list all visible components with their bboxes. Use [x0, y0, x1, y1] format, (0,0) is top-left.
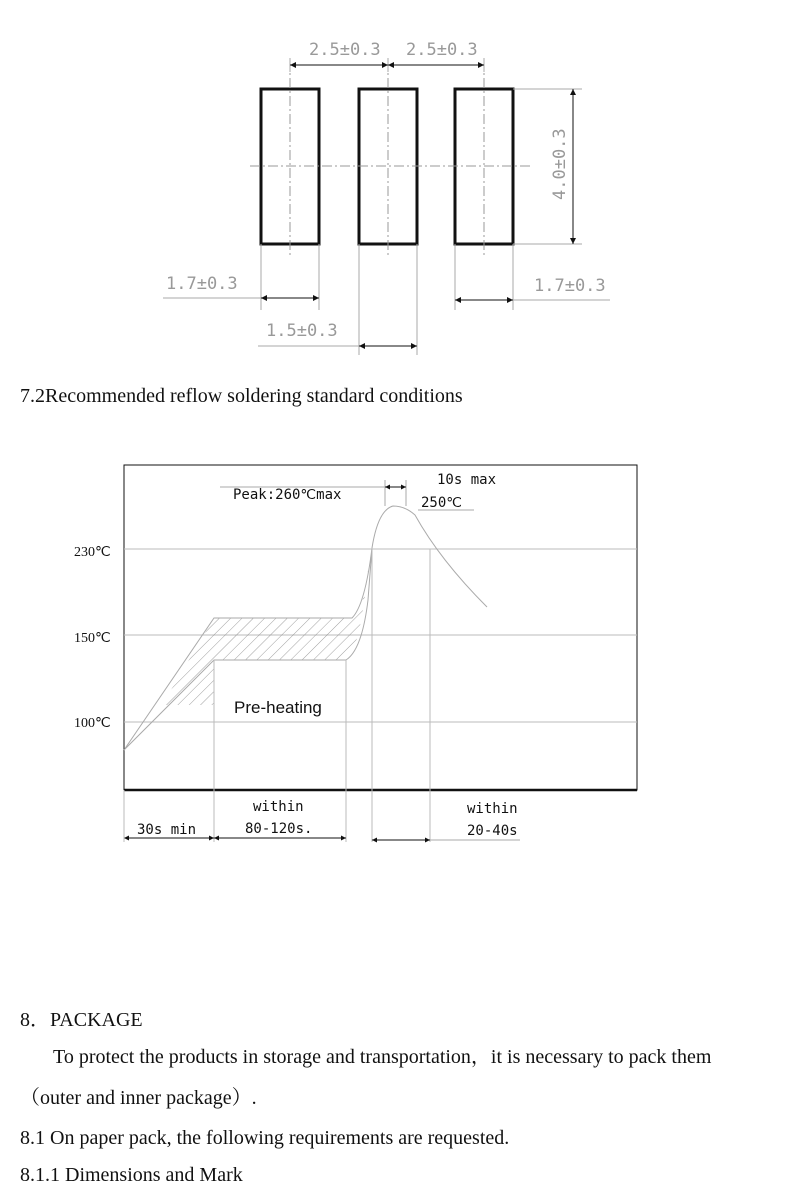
dim-outer-width-left: 1.7±0.3 [166, 274, 238, 294]
x-label-30s-min: 30s min [137, 822, 197, 838]
package-paragraph-line-2: （outer and inner package）. [20, 1087, 257, 1109]
reflow-heading: 7.2Recommended reflow soldering standard conditions [20, 385, 463, 407]
package-heading: 8．PACKAGE [20, 1009, 143, 1031]
dim-height: 4.0±0.3 [550, 128, 570, 200]
y-label-100: 100℃ [74, 716, 111, 731]
y-label-150: 150℃ [74, 631, 111, 646]
t250-label: 250℃ [421, 495, 463, 511]
preheat-label: Pre-heating [234, 698, 322, 717]
dim-outer-width-right: 1.7±0.3 [534, 276, 606, 296]
peak-label: Peak:260℃max [233, 487, 342, 503]
package-paragraph-line-1: To protect the products in storage and transportation，it is necessary to pack them [53, 1046, 712, 1068]
x-label-range-1: 80-120s. [245, 821, 313, 837]
dim-pitch-right: 2.5±0.3 [406, 40, 478, 60]
ten-s-label: 10s max [437, 472, 497, 488]
x-label-within-1: within [253, 799, 304, 815]
chart-frame [124, 465, 637, 790]
dim-center-width: 1.5±0.3 [266, 321, 338, 341]
x-label-range-2: 20-40s [467, 823, 518, 839]
subsection-8-1-1: 8.1.1 Dimensions and Mark [20, 1164, 243, 1186]
x-label-within-2: within [467, 801, 518, 817]
subsection-8-1: 8.1 On paper pack, the following requirements are requested. [20, 1127, 510, 1149]
dim-pitch-left: 2.5±0.3 [309, 40, 381, 60]
preheat-hatched-band [162, 548, 372, 705]
y-label-230: 230℃ [74, 545, 111, 560]
